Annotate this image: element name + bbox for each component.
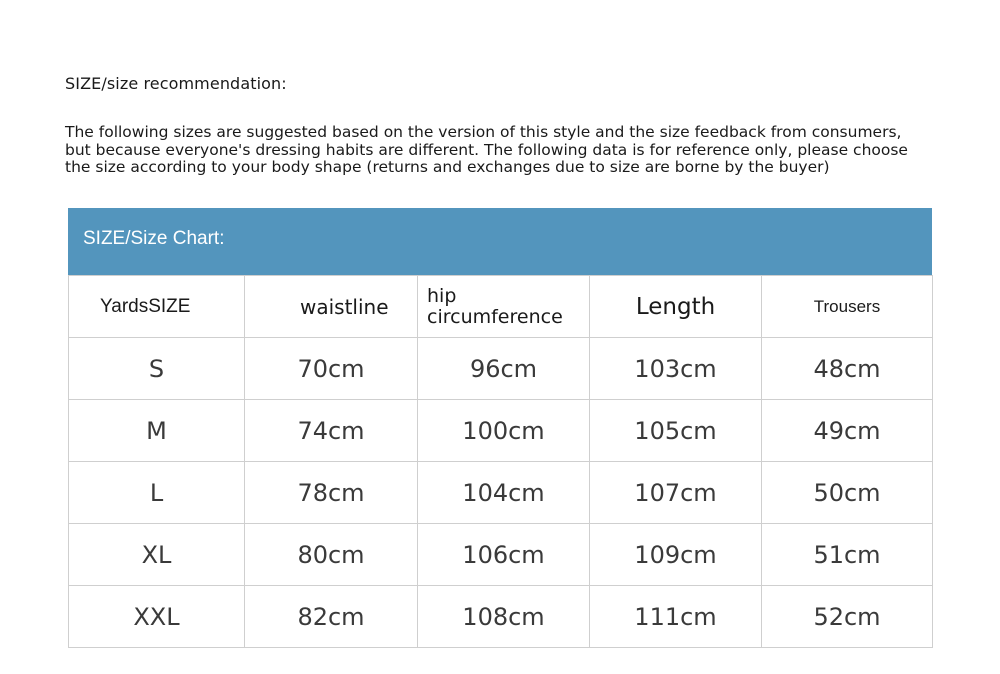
size-chart — [68, 208, 932, 647]
trousers-cell: 51cm — [762, 524, 933, 586]
column-header-length: Length — [590, 276, 762, 338]
table-row — [69, 400, 933, 462]
size-chart-title: SIZE/Size Chart: — [83, 228, 225, 249]
hip-cell: 100cm — [418, 400, 590, 462]
size-cell: S — [69, 338, 245, 400]
column-header-size: YardsSIZE — [69, 276, 245, 338]
table-row — [69, 462, 933, 524]
intro-line: the size according to your body shape (returns and exchanges due to size are borne by the buyer) — [65, 158, 830, 176]
length-cell: 107cm — [590, 462, 762, 524]
hip-cell: 104cm — [418, 462, 590, 524]
length-cell: 103cm — [590, 338, 762, 400]
trousers-cell: 50cm — [762, 462, 933, 524]
column-header-hip-circumference — [418, 276, 590, 338]
size-recommendation-intro — [65, 124, 945, 177]
hip-cell: 108cm — [418, 586, 590, 648]
intro-line: but because everyone's dressing habits are different. The following data is for reference only, please choose — [65, 140, 908, 159]
waistline-cell: 70cm — [245, 338, 418, 400]
hip-cell: 106cm — [418, 524, 590, 586]
size-table — [68, 275, 933, 648]
waistline-cell: 82cm — [245, 586, 418, 648]
waistline-cell: 80cm — [245, 524, 418, 586]
size-recommendation-heading: SIZE/size recommendation: — [65, 74, 287, 93]
size-cell: XXL — [69, 586, 245, 648]
column-header-hip-line1: hip — [427, 284, 457, 307]
size-cell: XL — [69, 524, 245, 586]
table-row — [69, 338, 933, 400]
table-row — [69, 586, 933, 648]
length-cell: 109cm — [590, 524, 762, 586]
trousers-cell: 48cm — [762, 338, 933, 400]
waistline-cell: 78cm — [245, 462, 418, 524]
column-header-trousers: Trousers — [762, 276, 933, 338]
column-header-waistline: waistline — [245, 276, 418, 338]
length-cell: 105cm — [590, 400, 762, 462]
intro-line: The following sizes are suggested based on the version of this style and the size feedback from consumers, — [65, 123, 902, 141]
length-cell: 111cm — [590, 586, 762, 648]
size-cell: L — [69, 462, 245, 524]
waistline-cell: 74cm — [245, 400, 418, 462]
hip-cell: 96cm — [418, 338, 590, 400]
size-chart-banner — [68, 208, 932, 275]
trousers-cell: 49cm — [762, 400, 933, 462]
table-row — [69, 524, 933, 586]
trousers-cell: 52cm — [762, 586, 933, 648]
column-header-hip-line2: circumference — [427, 305, 563, 328]
table-header-row — [69, 276, 933, 338]
size-cell: M — [69, 400, 245, 462]
